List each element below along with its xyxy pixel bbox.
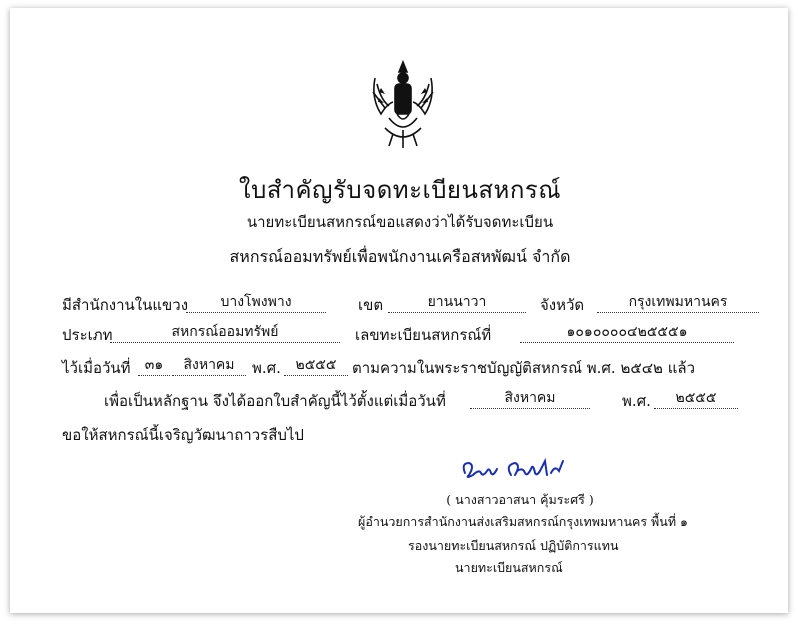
district-label: เขต xyxy=(358,296,384,314)
be-label: พ.ศ. xyxy=(252,359,281,377)
regno-value: ๑๐๑๐๐๐๐๔๒๕๕๕๑ xyxy=(520,324,734,343)
signatory-position-3: นายทะเบียนสหกรณ์ xyxy=(455,560,563,575)
handwritten-signature xyxy=(455,455,575,485)
date-label: ไว้เมื่อวันที่ xyxy=(62,359,131,377)
certificate-title: ใบสำคัญรับจดทะเบียนสหกรณ์ xyxy=(238,176,562,204)
signatory-position-1: ผู้อำนวยการสำนักงานส่งเสริมสหกรณ์กรุงเทพมหานคร พื้นที่ ๑ xyxy=(358,514,688,529)
year-value: ๒๕๕๕ xyxy=(284,357,348,376)
coop-name: สหกรณ์ออมทรัพย์เพื่อพนักงานเครือสหพัฒน์ จำกัด xyxy=(229,247,571,266)
signatory-position-2: รองนายทะเบียนสหกรณ์ ปฏิบัติการแทน xyxy=(408,538,619,553)
province-value: กรุงเทพมหานคร xyxy=(597,294,759,313)
intro-text: นายทะเบียนสหกรณ์ขอแสดงว่าได้รับจดทะเบียน xyxy=(246,213,554,231)
garuda-emblem xyxy=(367,58,439,150)
province-label: จังหวัด xyxy=(540,296,585,314)
blessing-text: ขอให้สหกรณ์นี้เจริญวัฒนาถาวรสืบไป xyxy=(62,426,304,444)
evidence-label: เพื่อเป็นหลักฐาน จึงได้ออกใบสำคัญนี้ไว้ตั้งแต่เมื่อวันที่ xyxy=(104,392,446,410)
regno-label: เลขทะเบียนสหกรณ์ที่ xyxy=(355,326,492,344)
signatory-name: ( นางสาวอาสนา คุ้มระศรี ) xyxy=(446,492,594,507)
day-value: ๓๑ xyxy=(138,357,170,376)
issue-year-value: ๒๕๕๕ xyxy=(654,390,738,409)
type-label: ประเภท xyxy=(62,326,113,344)
law-text: ตามความในพระราชบัญญัติสหกรณ์ พ.ศ. ๒๕๔๒ แล้ว xyxy=(352,359,695,377)
type-value: สหกรณ์ออมทรัพย์ xyxy=(110,324,340,343)
issue-month-value: สิงหาคม xyxy=(470,390,590,409)
issue-be-label: พ.ศ. xyxy=(622,392,651,410)
office-label: มีสำนักงานในแขวง xyxy=(62,296,189,314)
month-value: สิงหาคม xyxy=(172,357,246,376)
district-value: ยานนาวา xyxy=(388,294,526,313)
subdistrict-value: บางโพงพาง xyxy=(186,294,326,313)
